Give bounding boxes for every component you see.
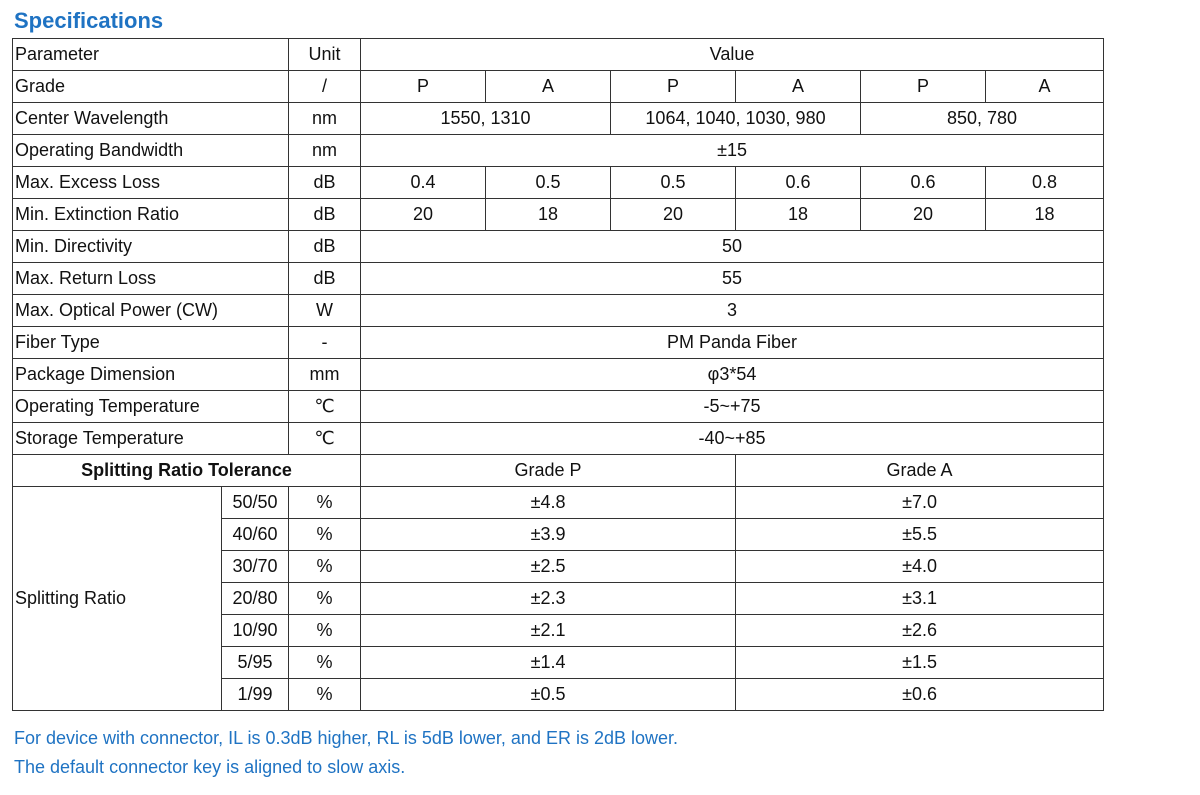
- center-wavelength-unit: nm: [289, 103, 361, 135]
- ratio-cell: 50/50: [222, 487, 289, 519]
- grade-a-tolerance: ±7.0: [736, 487, 1104, 519]
- min-directivity-unit: dB: [289, 231, 361, 263]
- min-extinction-ratio-label: Min. Extinction Ratio: [13, 199, 289, 231]
- max-excess-loss-value: 0.6: [736, 167, 861, 199]
- ratio-cell: 20/80: [222, 583, 289, 615]
- grade-p-tolerance: ±2.1: [361, 615, 736, 647]
- connector-key-note: The default connector key is aligned to slow axis.: [14, 757, 406, 777]
- storage-temperature-unit: ℃: [289, 423, 361, 455]
- package-dimension-unit: mm: [289, 359, 361, 391]
- min-directivity-value: 50: [361, 231, 1104, 263]
- grade-value: P: [361, 71, 486, 103]
- max-excess-loss-unit: dB: [289, 167, 361, 199]
- grade-p-tolerance: ±2.5: [361, 551, 736, 583]
- storage-temperature-row: [13, 423, 1104, 455]
- ratio-unit: %: [289, 519, 361, 551]
- grade-value: A: [736, 71, 861, 103]
- grade-row: [13, 71, 1104, 103]
- max-excess-loss-value: 0.5: [611, 167, 736, 199]
- tolerance-header-row: [13, 455, 1104, 487]
- storage-temperature-label: Storage Temperature: [13, 423, 289, 455]
- grade-value: A: [486, 71, 611, 103]
- grade-a-tolerance: ±1.5: [736, 647, 1104, 679]
- operating-bandwidth-value: ±15: [361, 135, 1104, 167]
- grade-a-tolerance: ±5.5: [736, 519, 1104, 551]
- operating-bandwidth-unit: nm: [289, 135, 361, 167]
- ratio-cell: 10/90: [222, 615, 289, 647]
- grade-a-header: Grade A: [736, 455, 1104, 487]
- parameter-header: Parameter: [13, 39, 289, 71]
- max-excess-loss-value: 0.5: [486, 167, 611, 199]
- max-excess-loss-value: 0.6: [861, 167, 986, 199]
- min-directivity-label: Min. Directivity: [13, 231, 289, 263]
- connector-note: For device with connector, IL is 0.3dB higher, RL is 5dB lower, and ER is 2dB lower.: [14, 728, 679, 748]
- max-excess-loss-value: 0.8: [986, 167, 1104, 199]
- center-wavelength-label: Center Wavelength: [13, 103, 289, 135]
- tolerance-row: [13, 487, 1104, 519]
- ratio-unit: %: [289, 551, 361, 583]
- ratio-unit: %: [289, 487, 361, 519]
- grade-p-header: Grade P: [361, 455, 736, 487]
- operating-temperature-unit: ℃: [289, 391, 361, 423]
- specifications-table: [12, 38, 1104, 711]
- max-optical-power-label: Max. Optical Power (CW): [13, 295, 289, 327]
- max-return-loss-value: 55: [361, 263, 1104, 295]
- value-header: Value: [361, 39, 1104, 71]
- grade-label: Grade: [13, 71, 289, 103]
- min-extinction-ratio-unit: dB: [289, 199, 361, 231]
- grade-p-tolerance: ±1.4: [361, 647, 736, 679]
- min-extinction-ratio-value: 18: [986, 199, 1104, 231]
- grade-p-tolerance: ±4.8: [361, 487, 736, 519]
- min-extinction-ratio-value: 20: [611, 199, 736, 231]
- center-wavelength-value: 1550, 1310: [361, 103, 611, 135]
- header-row: [13, 39, 1104, 71]
- min-directivity-row: [13, 231, 1104, 263]
- operating-temperature-row: [13, 391, 1104, 423]
- ratio-cell: 1/99: [222, 679, 289, 711]
- operating-temperature-value: -5~+75: [361, 391, 1104, 423]
- max-optical-power-unit: W: [289, 295, 361, 327]
- max-return-loss-unit: dB: [289, 263, 361, 295]
- grade-value: A: [986, 71, 1104, 103]
- package-dimension-value: φ3*54: [361, 359, 1104, 391]
- grade-a-tolerance: ±0.6: [736, 679, 1104, 711]
- ratio-cell: 40/60: [222, 519, 289, 551]
- page-title: Specifications: [14, 8, 164, 33]
- max-excess-loss-value: 0.4: [361, 167, 486, 199]
- grade-p-tolerance: ±0.5: [361, 679, 736, 711]
- operating-bandwidth-row: [13, 135, 1104, 167]
- min-extinction-ratio-value: 18: [486, 199, 611, 231]
- operating-bandwidth-label: Operating Bandwidth: [13, 135, 289, 167]
- grade-a-tolerance: ±4.0: [736, 551, 1104, 583]
- grade-value: P: [611, 71, 736, 103]
- grade-a-tolerance: ±2.6: [736, 615, 1104, 647]
- ratio-unit: %: [289, 647, 361, 679]
- fiber-type-value: PM Panda Fiber: [361, 327, 1104, 359]
- grade-unit: /: [289, 71, 361, 103]
- max-optical-power-row: [13, 295, 1104, 327]
- unit-header: Unit: [289, 39, 361, 71]
- operating-temperature-label: Operating Temperature: [13, 391, 289, 423]
- min-extinction-ratio-row: [13, 199, 1104, 231]
- center-wavelength-row: [13, 103, 1104, 135]
- fiber-type-row: [13, 327, 1104, 359]
- max-excess-loss-label: Max. Excess Loss: [13, 167, 289, 199]
- grade-value: P: [861, 71, 986, 103]
- min-extinction-ratio-value: 20: [861, 199, 986, 231]
- fiber-type-unit: -: [289, 327, 361, 359]
- fiber-type-label: Fiber Type: [13, 327, 289, 359]
- tolerance-header: Splitting Ratio Tolerance: [13, 455, 361, 487]
- package-dimension-row: [13, 359, 1104, 391]
- grade-a-tolerance: ±3.1: [736, 583, 1104, 615]
- ratio-unit: %: [289, 615, 361, 647]
- ratio-cell: 30/70: [222, 551, 289, 583]
- package-dimension-label: Package Dimension: [13, 359, 289, 391]
- center-wavelength-value: 850, 780: [861, 103, 1104, 135]
- min-extinction-ratio-value: 20: [361, 199, 486, 231]
- grade-p-tolerance: ±2.3: [361, 583, 736, 615]
- max-excess-loss-row: [13, 167, 1104, 199]
- storage-temperature-value: -40~+85: [361, 423, 1104, 455]
- max-optical-power-value: 3: [361, 295, 1104, 327]
- center-wavelength-value: 1064, 1040, 1030, 980: [611, 103, 861, 135]
- grade-p-tolerance: ±3.9: [361, 519, 736, 551]
- ratio-unit: %: [289, 583, 361, 615]
- ratio-cell: 5/95: [222, 647, 289, 679]
- max-return-loss-row: [13, 263, 1104, 295]
- min-extinction-ratio-value: 18: [736, 199, 861, 231]
- splitting-ratio-label: Splitting Ratio: [13, 487, 222, 711]
- max-return-loss-label: Max. Return Loss: [13, 263, 289, 295]
- ratio-unit: %: [289, 679, 361, 711]
